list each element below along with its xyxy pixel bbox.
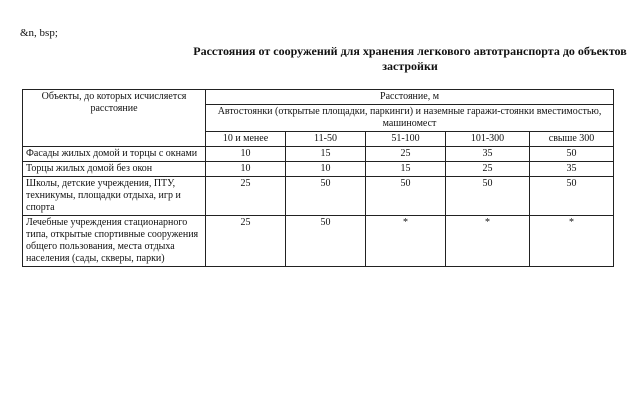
- capacity-col-header: 11-50: [286, 132, 366, 147]
- entity-text: &n, bsp;: [20, 27, 58, 39]
- table-row: [23, 162, 614, 177]
- table-cell: 15: [366, 162, 446, 177]
- title-line-2: застройки: [382, 59, 438, 73]
- table-cell: 50: [530, 147, 614, 162]
- row-object-label: Торцы жилых домой без окон: [23, 162, 206, 177]
- table-cell: 35: [530, 162, 614, 177]
- table-cell: *: [366, 216, 446, 267]
- capacity-col-header: свыше 300: [530, 132, 614, 147]
- table-cell: 25: [206, 177, 286, 216]
- capacity-col-header: 101-300: [446, 132, 530, 147]
- capacity-col-header: 10 и менее: [206, 132, 286, 147]
- corner-header: Объекты, до которых исчисляется расстояние: [23, 90, 206, 147]
- table-cell: 50: [446, 177, 530, 216]
- table-cell: 50: [530, 177, 614, 216]
- row-object-label: Лечебные учреждения стационарного типа, открытые спортивные сооружения общего пользования, места отдыха населения (сады, скверы, парки): [23, 216, 206, 267]
- capacity-col-header: 51-100: [366, 132, 446, 147]
- document-title: [150, 44, 640, 74]
- sub-header: Автостоянки (открытые площадки, паркинги) и наземные гаражи-стоянки вместимостью, машиномест: [206, 105, 614, 132]
- table-cell: 10: [286, 162, 366, 177]
- table-cell: 35: [446, 147, 530, 162]
- table-row: [23, 216, 614, 267]
- table-row: [23, 147, 614, 162]
- table-cell: 50: [366, 177, 446, 216]
- title-line-1: Расстояния от сооружений для хранения легкового автотранспорта до объектов: [193, 44, 627, 58]
- table-cell: 25: [366, 147, 446, 162]
- distance-table: [22, 89, 614, 267]
- table-row: [23, 177, 614, 216]
- row-object-label: Фасады жилых домой и торцы с окнами: [23, 147, 206, 162]
- table-cell: *: [446, 216, 530, 267]
- table-cell: *: [530, 216, 614, 267]
- table-cell: 10: [206, 147, 286, 162]
- table-cell: 50: [286, 177, 366, 216]
- table-cell: 10: [206, 162, 286, 177]
- table-cell: 50: [286, 216, 366, 267]
- table-cell: 25: [446, 162, 530, 177]
- table-cell: 25: [206, 216, 286, 267]
- table-cell: 15: [286, 147, 366, 162]
- header-row-1: [23, 90, 614, 105]
- row-object-label: Школы, детские учреждения, ПТУ, техникумы, площадки отдыха, игр и спорта: [23, 177, 206, 216]
- distance-header: Расстояние, м: [206, 90, 614, 105]
